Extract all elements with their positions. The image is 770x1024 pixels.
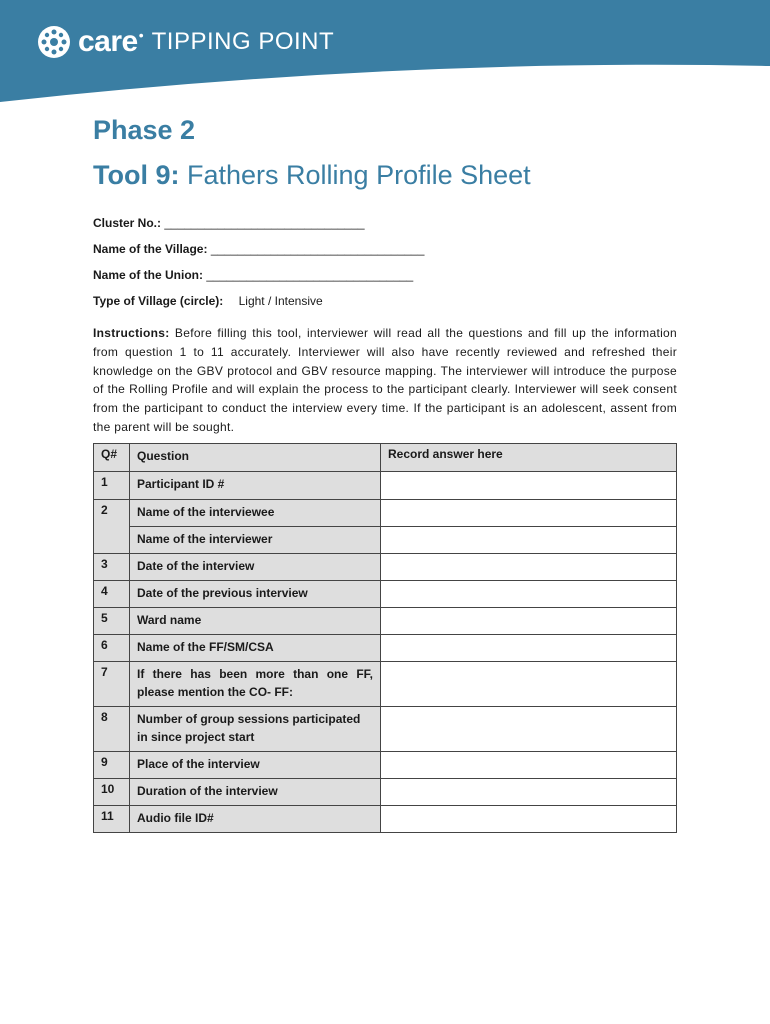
union-label: Name of the Union: xyxy=(93,268,203,282)
row-number: 2 xyxy=(94,500,130,554)
answer-cell[interactable] xyxy=(381,500,677,527)
village-type-field[interactable] xyxy=(93,294,323,308)
table-row xyxy=(94,806,677,833)
row-question: Participant ID # xyxy=(130,472,381,500)
table-row xyxy=(94,707,677,752)
row-question: Ward name xyxy=(130,608,381,635)
row-number: 7 xyxy=(94,662,130,707)
village-type-options[interactable]: Light / Intensive xyxy=(238,294,323,308)
row-question: Name of the FF/SM/CSA xyxy=(130,635,381,662)
table-row xyxy=(94,779,677,806)
answer-cell[interactable] xyxy=(381,806,677,833)
village-type-label: Type of Village (circle): xyxy=(93,294,224,308)
answer-cell[interactable] xyxy=(381,635,677,662)
table-row xyxy=(94,662,677,707)
brand-care-text: care xyxy=(78,25,138,58)
col-header-qnum: Q# xyxy=(94,444,130,472)
answer-cell[interactable] xyxy=(381,779,677,806)
table-row xyxy=(94,527,677,554)
table-row xyxy=(94,500,677,527)
row-question: Place of the interview xyxy=(130,752,381,779)
row-question: Audio file ID# xyxy=(130,806,381,833)
answer-cell[interactable] xyxy=(381,527,677,554)
table-header-row xyxy=(94,444,677,472)
union-field[interactable] xyxy=(93,268,413,282)
village-blank[interactable]: ________________________________ xyxy=(210,242,425,256)
instructions-text: Before filling this tool, interviewer will read all the questions and fill up the information from question 1 to 11 accurately. Interviewer will also have recently reviewed and refreshed their knowledge on the GBV protocol and GBV resource mapping. The interviewer will introduce the purpose of the Rolling Profile and will explain the process to the participant clearly. Interviewer will seek consent from the participant to conduct the interview every time. If the participant is an adolescent, assent from the parent will be sought. xyxy=(93,326,677,434)
instructions-label: Instructions: xyxy=(93,326,170,340)
phase-heading: Phase 2 xyxy=(93,115,196,145)
tool-number: Tool 9: xyxy=(93,160,180,190)
table-row xyxy=(94,752,677,779)
answer-cell[interactable] xyxy=(381,662,677,707)
village-field[interactable] xyxy=(93,242,424,256)
row-question: Duration of the interview xyxy=(130,779,381,806)
instructions-paragraph xyxy=(93,324,677,437)
answer-cell[interactable] xyxy=(381,752,677,779)
row-number: 5 xyxy=(94,608,130,635)
union-blank[interactable]: _______________________________ xyxy=(206,268,414,282)
table-row xyxy=(94,554,677,581)
question-table xyxy=(93,443,677,833)
tool-heading xyxy=(93,160,531,191)
row-number: 1 xyxy=(94,472,130,500)
row-number: 11 xyxy=(94,806,130,833)
row-number: 4 xyxy=(94,581,130,608)
cluster-label: Cluster No.: xyxy=(93,216,162,230)
answer-cell[interactable] xyxy=(381,608,677,635)
row-question: Date of the interview xyxy=(130,554,381,581)
row-number: 3 xyxy=(94,554,130,581)
globe-of-hands-icon xyxy=(36,24,72,60)
header-banner xyxy=(0,0,770,110)
table-row xyxy=(94,472,677,500)
row-question: Date of the previous interview xyxy=(130,581,381,608)
tool-name: Fathers Rolling Profile Sheet xyxy=(187,160,531,190)
row-number: 8 xyxy=(94,707,130,752)
row-number: 6 xyxy=(94,635,130,662)
brand-dot: • xyxy=(138,27,144,43)
brand-tipping-point-text: TIPPING POINT xyxy=(151,28,335,55)
table-row xyxy=(94,608,677,635)
cluster-blank[interactable]: ______________________________ xyxy=(164,216,365,230)
answer-cell[interactable] xyxy=(381,472,677,500)
village-label: Name of the Village: xyxy=(93,242,208,256)
row-question: Number of group sessions participated in since project start xyxy=(130,707,381,752)
table-row xyxy=(94,635,677,662)
row-number: 9 xyxy=(94,752,130,779)
row-question: If there has been more than one FF, please mention the CO- FF: xyxy=(130,662,381,707)
cluster-field[interactable] xyxy=(93,216,365,230)
col-header-question: Question xyxy=(130,444,381,472)
col-header-answer: Record answer here xyxy=(381,444,677,472)
answer-cell[interactable] xyxy=(381,554,677,581)
answer-cell[interactable] xyxy=(381,581,677,608)
table-row xyxy=(94,581,677,608)
brand-logo xyxy=(36,24,334,60)
answer-cell[interactable] xyxy=(381,707,677,752)
row-number: 10 xyxy=(94,779,130,806)
row-question: Name of the interviewee xyxy=(130,500,381,527)
row-question: Name of the interviewer xyxy=(130,527,381,554)
